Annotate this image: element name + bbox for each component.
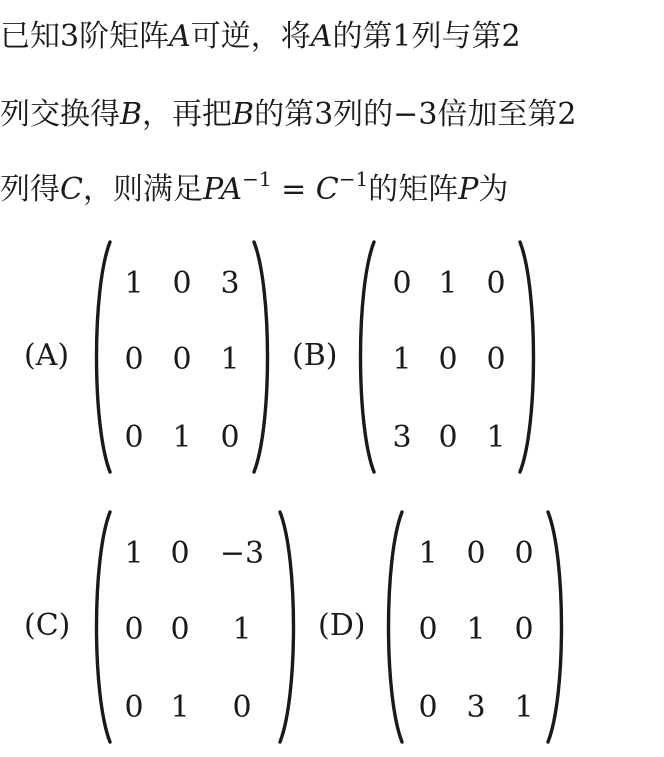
math-var-P: P bbox=[202, 172, 221, 207]
matrix-cell: 1 bbox=[220, 342, 240, 377]
math-var-P: P bbox=[458, 172, 479, 207]
stem-text: 的矩阵 bbox=[368, 172, 459, 207]
math-exponent: −1 bbox=[242, 167, 272, 191]
stem-text: ，再把 bbox=[142, 97, 233, 132]
matrix-cell: 1 bbox=[514, 690, 534, 725]
math-var-B: B bbox=[120, 97, 143, 132]
math-exponent: −1 bbox=[338, 167, 369, 191]
math-var-B: B bbox=[232, 97, 255, 132]
matrix-cell: 1 bbox=[124, 266, 144, 301]
matrix-cell: 1 bbox=[418, 536, 438, 571]
matrix-cell: 0 bbox=[438, 342, 458, 377]
question-stem-line-3 bbox=[0, 167, 664, 210]
stem-text: 列交换得 bbox=[0, 97, 120, 132]
matrix-cell: 3 bbox=[220, 266, 240, 301]
matrix-cell: 0 bbox=[220, 420, 240, 455]
stem-text: 的第1列与第2 bbox=[332, 19, 521, 54]
question-stem-line-2 bbox=[0, 95, 664, 135]
option-a-matrix[interactable] bbox=[90, 238, 274, 476]
matrix-cell: 0 bbox=[124, 690, 144, 725]
option-b-label[interactable]: (B) bbox=[292, 338, 338, 373]
matrix-cell: 0 bbox=[486, 266, 506, 301]
matrix-cell: 1 bbox=[170, 690, 190, 725]
math-var-C: C bbox=[60, 172, 83, 207]
matrix-cell: 1 bbox=[172, 420, 192, 455]
option-c-label[interactable]: (C) bbox=[24, 608, 71, 643]
left-parenthesis-icon bbox=[382, 508, 406, 746]
stem-text: ，则满足 bbox=[82, 172, 203, 207]
math-var-A: A bbox=[169, 19, 191, 54]
matrix-cell: 3 bbox=[466, 690, 486, 725]
matrix-cell: 1 bbox=[232, 612, 252, 647]
matrix-cell: 0 bbox=[418, 612, 438, 647]
question-stem-line-1 bbox=[0, 17, 664, 57]
math-var-C: C bbox=[315, 172, 339, 207]
matrix-cell: 0 bbox=[124, 612, 144, 647]
option-b-matrix[interactable] bbox=[354, 238, 540, 476]
matrix-cell: 0 bbox=[438, 420, 458, 455]
option-d-matrix[interactable] bbox=[382, 508, 568, 746]
option-c-matrix[interactable] bbox=[90, 508, 300, 746]
matrix-cell: 0 bbox=[172, 266, 192, 301]
matrix-cell: 0 bbox=[170, 612, 190, 647]
matrix-cell: 0 bbox=[514, 536, 534, 571]
stem-text: 列得 bbox=[0, 172, 60, 207]
left-parenthesis-icon bbox=[354, 238, 378, 476]
math-var-A: A bbox=[220, 172, 243, 207]
matrix-cell: 1 bbox=[392, 342, 412, 377]
matrix-cell: 1 bbox=[124, 536, 144, 571]
stem-text: 可逆，将 bbox=[190, 19, 311, 54]
matrix-cell: 0 bbox=[392, 266, 412, 301]
matrix-cell: 0 bbox=[172, 342, 192, 377]
math-var-A: A bbox=[310, 19, 333, 54]
matrix-cell: 1 bbox=[486, 420, 506, 455]
matrix-cell: 1 bbox=[438, 266, 458, 301]
matrix-cell: 0 bbox=[486, 342, 506, 377]
matrix-cell: 3 bbox=[392, 420, 412, 455]
stem-text: 为 bbox=[478, 172, 509, 207]
stem-text: 已知3阶矩阵 bbox=[0, 19, 170, 54]
option-a-label[interactable]: (A) bbox=[24, 338, 70, 373]
matrix-cell: 0 bbox=[514, 612, 534, 647]
matrix-cell: 1 bbox=[466, 612, 486, 647]
matrix-cell: 0 bbox=[466, 536, 486, 571]
stem-text: 的第3列的−3倍加至第2 bbox=[254, 97, 577, 132]
matrix-cell: 0 bbox=[232, 690, 252, 725]
matrix-cell: 0 bbox=[170, 536, 190, 571]
matrix-cell: 0 bbox=[124, 420, 144, 455]
option-d-label[interactable]: (D) bbox=[318, 608, 366, 643]
matrix-cell: −3 bbox=[219, 536, 265, 571]
math-equals: = bbox=[271, 172, 316, 207]
right-parenthesis-icon bbox=[276, 508, 300, 746]
matrix-cell: 0 bbox=[124, 342, 144, 377]
matrix-cell: 0 bbox=[418, 690, 438, 725]
